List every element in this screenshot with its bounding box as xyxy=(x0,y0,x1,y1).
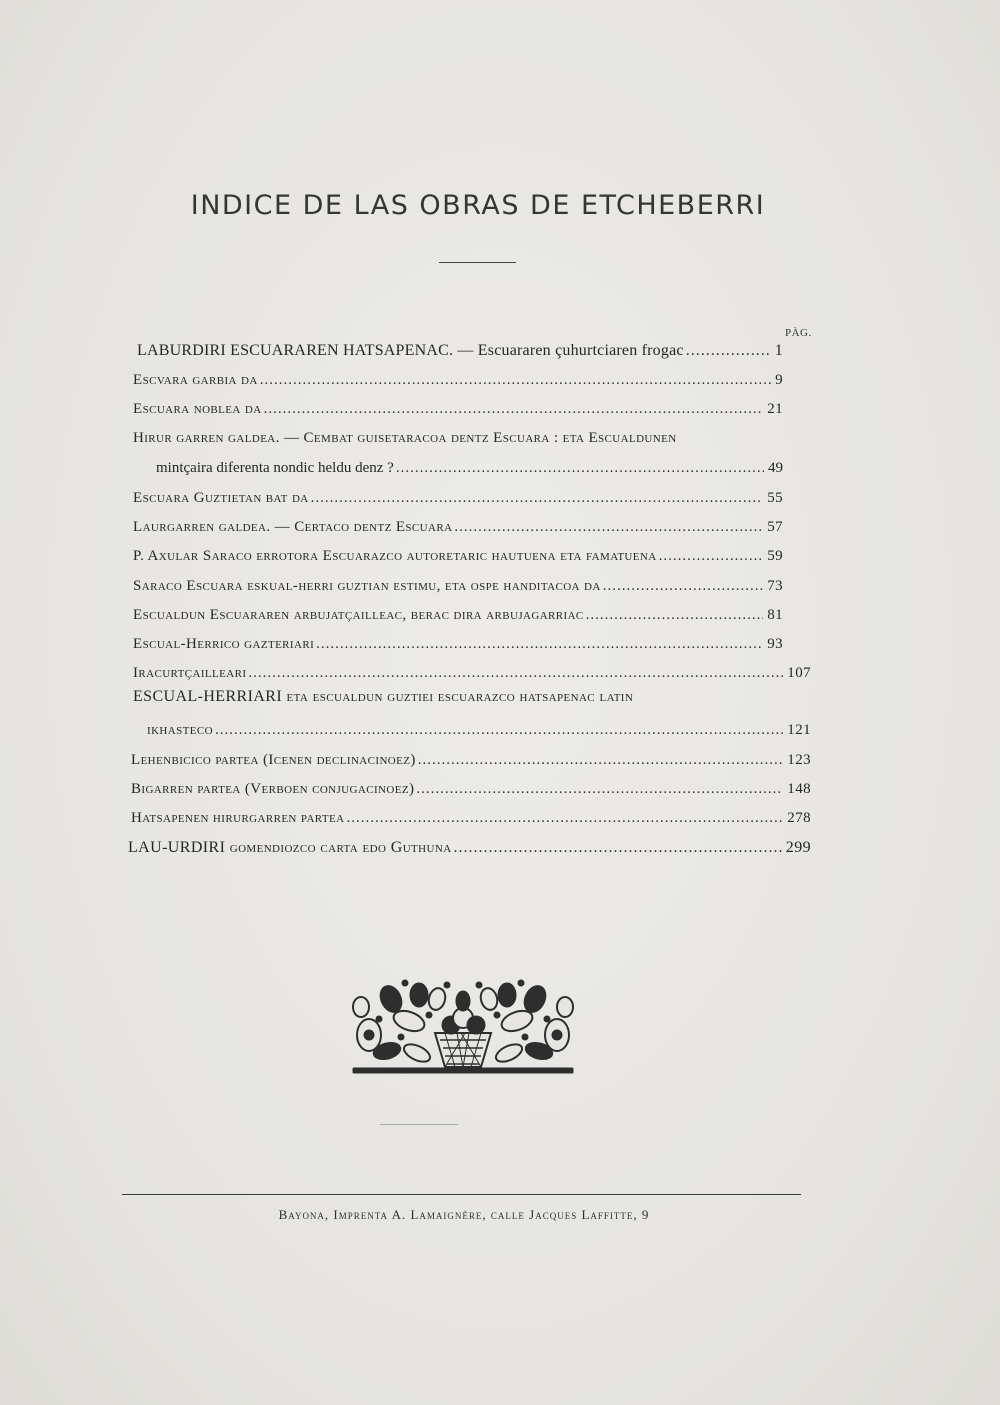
toc-entry-title: Iracurtçailleari xyxy=(133,665,247,681)
toc-entry-page: 121 xyxy=(787,722,811,738)
toc-entry xyxy=(133,607,783,624)
toc-entry xyxy=(133,636,783,653)
dot-leader xyxy=(418,752,784,769)
toc-entry-title: LABURDIRI ESCUARAREN HATSAPENAC. — Escuararen çuhurtciaren frogac xyxy=(137,342,684,359)
toc-entry-page: 299 xyxy=(785,839,811,856)
toc-entry xyxy=(133,578,783,595)
toc-entry-page: 123 xyxy=(787,752,811,768)
toc-entry-page: 59 xyxy=(767,548,783,564)
toc-entry-page: 55 xyxy=(767,490,783,506)
toc-entry-page: 148 xyxy=(787,781,811,797)
faint-divider xyxy=(380,1124,458,1125)
toc-entry-title: Escuara Guztietan bat da xyxy=(133,490,309,506)
fruit-basket-ornament xyxy=(347,975,579,1078)
dot-leader xyxy=(659,548,764,565)
ornament-base xyxy=(353,1068,573,1073)
dot-leader xyxy=(311,490,764,507)
dot-leader xyxy=(454,839,782,857)
toc-entry-title: Lehenbicico partea (Icenen declinacinoez) xyxy=(131,752,416,768)
toc-entry-line: ESCUAL-HERRIARI eta escualdun guztiei escuarazco hatsapenac latin xyxy=(133,688,634,705)
footer-divider xyxy=(122,1194,801,1195)
toc-entry-title: Escual-Herrico gazteriari xyxy=(133,636,315,652)
toc-entry xyxy=(133,372,783,389)
toc-entry-title: Laurgarren galdea. — Certaco dentz Escuara xyxy=(133,519,453,535)
dot-leader xyxy=(215,722,783,739)
toc-entry-page: 81 xyxy=(767,607,783,623)
toc-entry-title: Saraco Escuara eskual-herri guztian estimu, eta ospe handitacoa da xyxy=(133,578,601,594)
page-title: INDICE DE LAS OBRAS DE ETCHEBERRI xyxy=(190,190,766,221)
page-column-label: PÀG. xyxy=(785,327,812,339)
toc-entry xyxy=(133,548,783,565)
printer-imprint: Bayona, Imprenta A. Lamaignère, calle Jacques Laffitte, 9 xyxy=(278,1207,650,1222)
toc-entry-page: 1 xyxy=(774,342,783,359)
toc-entry-title: ikhasteco xyxy=(147,722,213,738)
toc-entry xyxy=(131,752,811,769)
toc-entry xyxy=(133,401,783,418)
toc-entry-page: 107 xyxy=(787,665,811,681)
toc-entry-title: P. Axular Saraco errotora Escuarazco autoretaric hautuena eta famatuena xyxy=(133,548,657,564)
dot-leader xyxy=(586,607,764,624)
toc-entry-title: Escualdun Escuararen arbujatçailleac, berac dira arbujagarriac xyxy=(133,607,584,623)
dot-leader xyxy=(260,372,771,389)
toc-entry xyxy=(133,665,811,682)
toc-entry xyxy=(137,342,783,360)
toc-entry-page: 93 xyxy=(767,636,783,652)
dot-leader xyxy=(603,578,763,595)
toc-entry-page: 73 xyxy=(767,578,783,594)
toc-entry-title: Escuara noblea da xyxy=(133,401,262,417)
dot-leader xyxy=(248,665,783,682)
dot-leader xyxy=(396,460,764,477)
toc-entry-title: mintçaira diferenta nondic heldu denz ? xyxy=(156,460,394,476)
toc-entry xyxy=(133,519,783,536)
dot-leader xyxy=(416,781,783,798)
dot-leader xyxy=(686,342,771,360)
toc-entry xyxy=(131,781,811,798)
toc-entry-page: 21 xyxy=(767,401,783,417)
toc-entry-page: 49 xyxy=(768,460,783,476)
toc-entry xyxy=(128,839,811,857)
toc-entry-page: 9 xyxy=(775,372,783,388)
toc-entry-title: Bigarren partea (Verboen conjugacinoez) xyxy=(131,781,415,797)
toc-entry xyxy=(156,460,783,477)
basket-shape xyxy=(435,1033,491,1067)
toc-entry xyxy=(131,810,811,827)
toc-entry xyxy=(147,722,811,739)
dot-leader xyxy=(316,636,763,653)
toc-entry-title: Escvara garbia da xyxy=(133,372,258,388)
toc-entry-page: 278 xyxy=(787,810,811,826)
dot-leader xyxy=(346,810,783,827)
toc-entry-title: Hatsapenen hirurgarren partea xyxy=(131,810,345,826)
toc-entry xyxy=(133,490,783,507)
dot-leader xyxy=(264,401,764,418)
toc-entry-line xyxy=(133,430,783,447)
toc-entry-title: Hirur garren galdea. — Cembat guisetaracoa dentz Escuara : eta Escualdunen xyxy=(133,430,677,446)
dot-leader xyxy=(454,519,763,536)
toc-entry-page: 57 xyxy=(767,519,783,535)
toc-entry-title: LAU-URDIRI gomendiozco carta edo Guthuna xyxy=(128,839,452,856)
